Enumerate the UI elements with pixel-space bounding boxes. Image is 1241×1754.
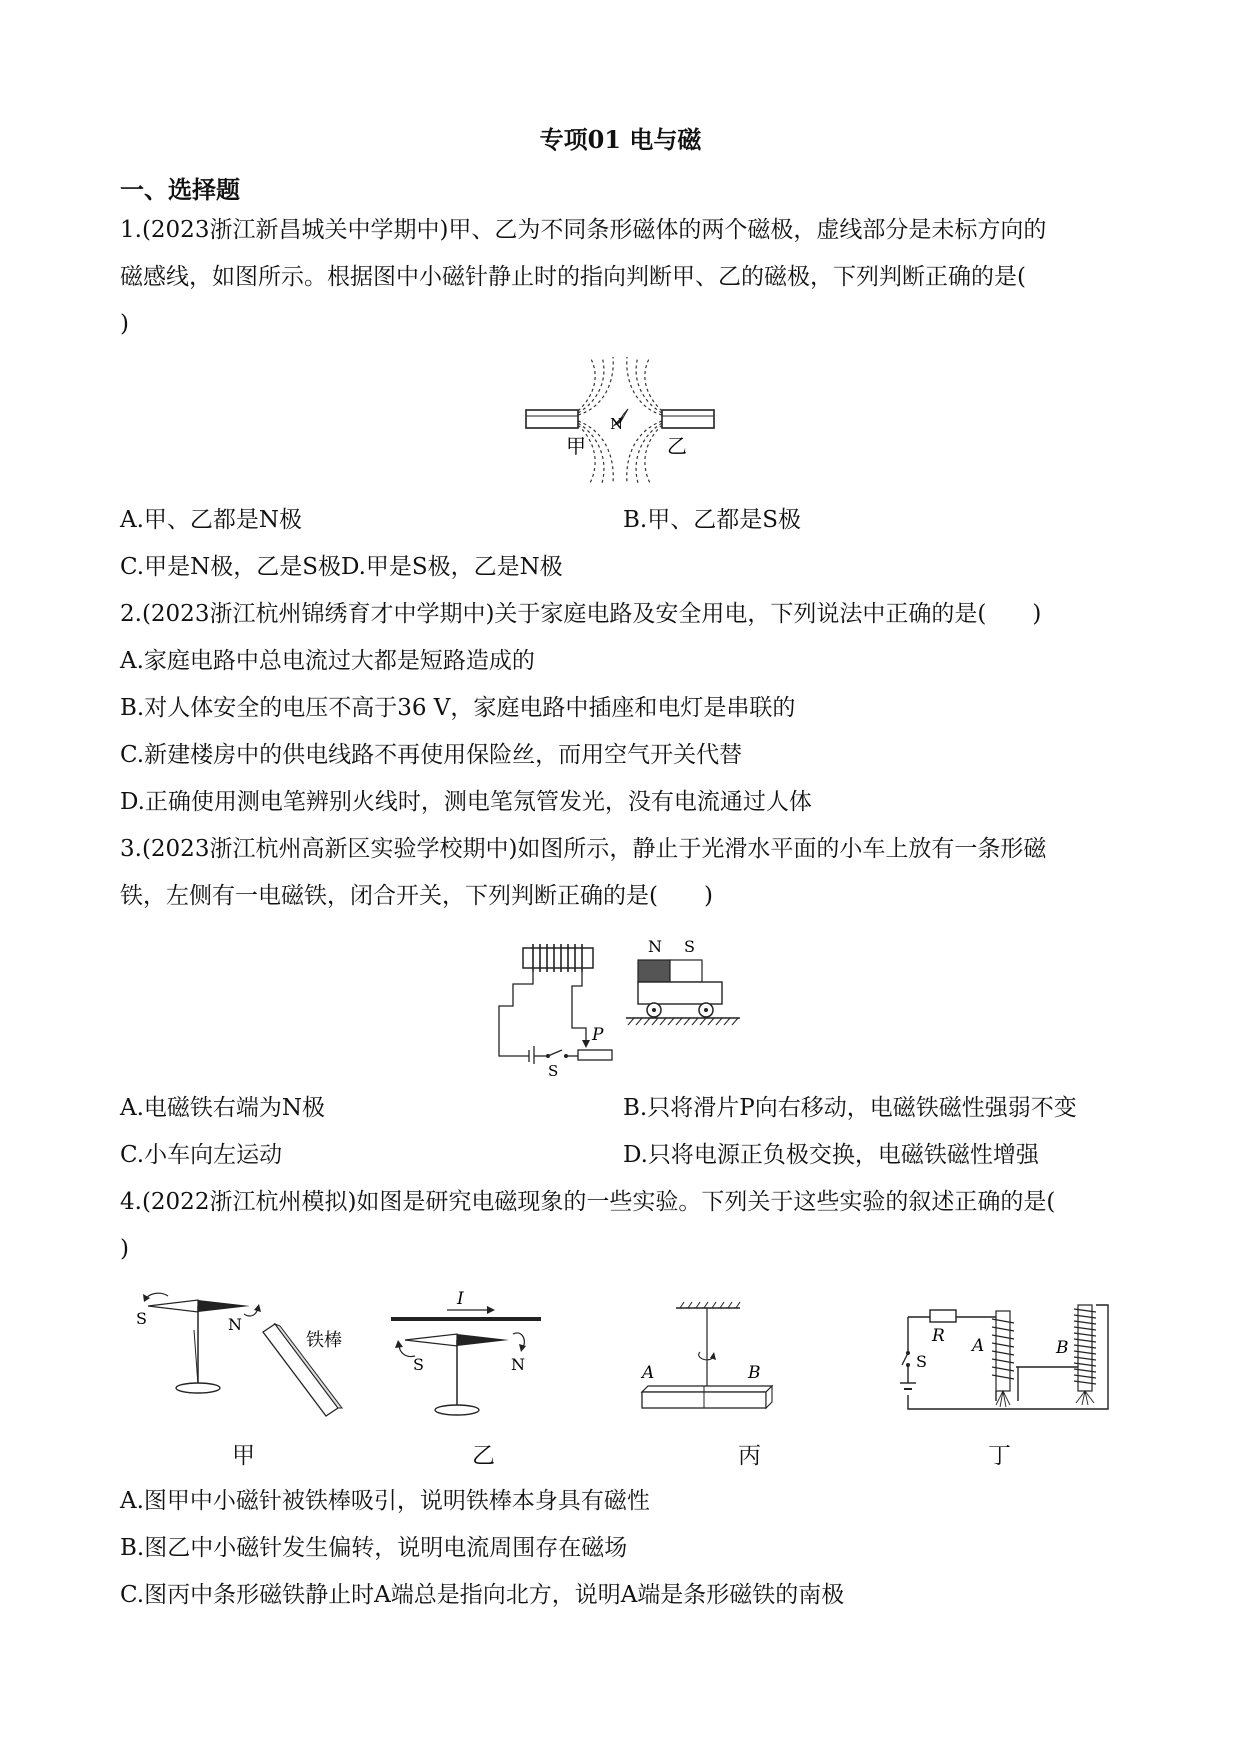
q3-option-a: A.电磁铁右端为N极	[120, 1095, 326, 1121]
q4-figure-bing	[634, 1300, 774, 1420]
q4-caption-jia: 甲	[232, 1443, 255, 1469]
q1-option-a: A.甲、乙都是N极	[120, 507, 303, 533]
q4-figure-ding	[888, 1295, 1118, 1425]
page-title: 专项01 电与磁	[539, 125, 702, 154]
q4-option-b: B.图乙中小磁针发生偏转，说明电流周围存在磁场	[120, 1535, 628, 1561]
q4-jia-s-label: S	[136, 1309, 147, 1328]
q4-ding-a-label: A	[972, 1336, 985, 1356]
q3-line-2: 铁，左侧有一电磁铁，闭合开关，下列判断正确的是( )	[120, 883, 713, 909]
q4-yi-n-label: N	[511, 1355, 525, 1374]
q1-line-1: 1.(2023浙江新昌城关中学期中)甲、乙为不同条形磁体的两个磁极，虚线部分是未标方向的	[120, 217, 1047, 243]
q4-yi-s-label: S	[413, 1355, 424, 1374]
q4-figure-jia	[128, 1290, 358, 1420]
q2-option-b: B.对人体安全的电压不高于36 V，家庭电路中插座和电灯是串联的	[120, 695, 796, 721]
q4-option-a: A.图甲中小磁针被铁棒吸引，说明铁棒本身具有磁性	[120, 1488, 650, 1514]
q4-ding-r-label: R	[932, 1326, 945, 1346]
q2-option-d: D.正确使用测电笔辨别火线时，测电笔氖管发光，没有电流通过人体	[120, 789, 812, 815]
q1-needle-n-label: N	[610, 415, 624, 433]
q4-line-2: )	[120, 1236, 129, 1262]
q4-yi-current-label: I	[457, 1289, 464, 1309]
q4-bing-a-label: A	[642, 1363, 655, 1383]
q1-line-2: 磁感线，如图所示。根据图中小磁针静止时的指向判断甲、乙的磁极，下列判断正确的是(	[120, 264, 1026, 290]
q1-label-yi: 乙	[667, 434, 687, 458]
q4-line-1: 4.(2022浙江杭州模拟)如图是研究电磁现象的一些实验。下列关于这些实验的叙述正确的是(	[120, 1189, 1056, 1215]
q4-caption-ding: 丁	[988, 1443, 1011, 1469]
q4-caption-yi: 乙	[472, 1443, 495, 1469]
q2-stem: 2.(2023浙江杭州锦绣育才中学期中)关于家庭电路及安全用电，下列说法中正确的是( )	[120, 601, 1042, 627]
q1-magnetic-field-figure	[520, 355, 720, 490]
q4-bing-b-label: B	[748, 1363, 761, 1383]
q4-ding-switch-label: S	[916, 1352, 927, 1371]
q4-caption-bing: 丙	[738, 1443, 761, 1469]
q4-iron-rod-label: 铁棒	[306, 1330, 342, 1351]
q4-ding-b-label: B	[1056, 1338, 1069, 1358]
section-heading: 一、选择题	[120, 175, 240, 204]
q3-option-b: B.只将滑片P向右移动，电磁铁磁性强弱不变	[623, 1095, 1077, 1121]
q2-option-a: A.家庭电路中总电流过大都是短路造成的	[120, 648, 535, 674]
q3-line-1: 3.(2023浙江杭州高新区实验学校期中)如图所示，静止于光滑水平面的小车上放有一条形磁	[120, 836, 1047, 862]
q3-option-d: D.只将电源正负极交换，电磁铁磁性增强	[623, 1142, 1039, 1168]
q4-figure-yi	[385, 1290, 575, 1420]
q3-electromagnet-cart-figure	[488, 930, 758, 1080]
q4-jia-n-label: N	[228, 1315, 242, 1334]
q3-magnet-s-label: S	[684, 937, 695, 956]
q3-slider-p-label: P	[592, 1025, 604, 1045]
q2-option-c: C.新建楼房中的供电线路不再使用保险丝，而用空气开关代替	[120, 742, 743, 768]
q3-option-c: C.小车向左运动	[120, 1142, 283, 1168]
q3-switch-s-label: S	[548, 1062, 559, 1080]
q1-option-cd: C.甲是N极，乙是S极D.甲是S极，乙是N极	[120, 554, 563, 580]
q3-magnet-n-label: N	[648, 937, 662, 956]
q4-option-c: C.图丙中条形磁铁静止时A端总是指向北方，说明A端是条形磁铁的南极	[120, 1582, 845, 1608]
q1-option-b: B.甲、乙都是S极	[623, 507, 801, 533]
q1-line-3: )	[120, 311, 129, 337]
q1-label-jia: 甲	[566, 434, 586, 458]
